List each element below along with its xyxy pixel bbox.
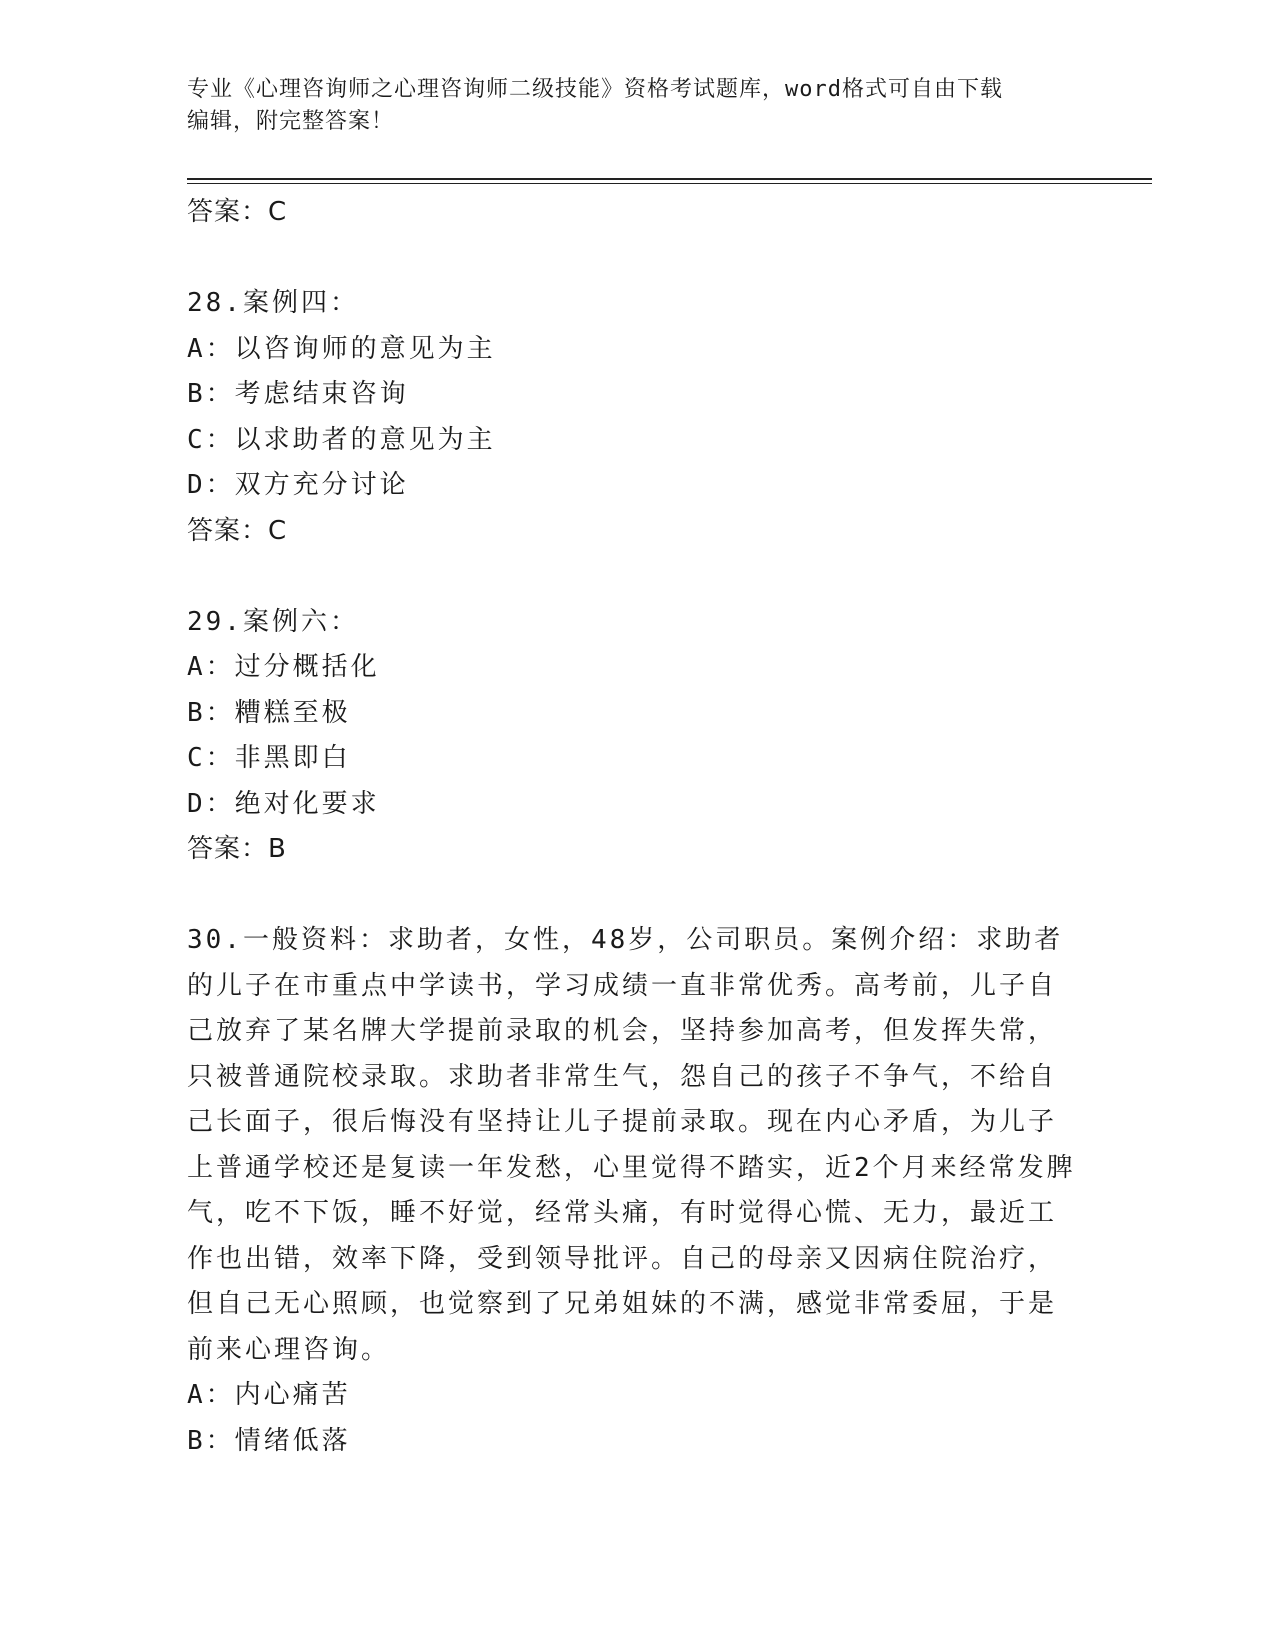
question-30: [187, 918, 1087, 1464]
question-stem: 29.案例六：: [187, 606, 359, 637]
option-d: D：双方充分讨论: [187, 470, 409, 500]
document-header: [187, 74, 1067, 138]
answer: 答案：B: [187, 834, 287, 864]
header-line-1: 专业《心理咨询师之心理咨询师二级技能》资格考试题库，word格式可自由下载: [187, 77, 1003, 102]
option-c: C：非黑即白: [187, 743, 351, 773]
header-divider-thin: [187, 183, 1152, 184]
question-stem: 28.案例四：: [187, 288, 359, 318]
header-line-2: 编辑，附完整答案！: [187, 109, 395, 134]
answer: 答案：C: [187, 515, 288, 546]
option-c: C：以求助者的意见为主: [187, 424, 496, 455]
option-b: B：考虑结束咨询: [187, 379, 409, 409]
question-stem: 30.一般资料：求助者，女性，48岁，公司职员。案例介绍：求助者的儿子在市重点中学读书，学习成绩一直非常优秀。高考前，儿子自己放弃了某名牌大学提前录取的机会，坚持参加高考，但发挥失常，只被普通院校录取。求助者非常生气，怨自己的孩子不争气，不给自己长面子，很后悔没有坚持让儿子提前录取。现在内心矛盾，为儿子上普通学校还是复读一年发愁，心里觉得不踏实，近2个月来经常发脾气，吃不下饭，睡不好觉，经常头痛，有时觉得心慌、无力，最近工作也出错，效率下降，受到领导批评。自己的母亲又因病住院治疗，但自己无心照顾，也觉察到了兄弟姐妹的不满，感觉非常委屈，于是前来心理咨询。: [187, 925, 1076, 1365]
option-d: D：绝对化要求: [187, 788, 380, 819]
spacer: [187, 554, 1087, 600]
header-divider: [187, 178, 1152, 180]
answer-previous: 答案：C: [187, 197, 288, 227]
spacer: [187, 236, 1087, 282]
document-body: [187, 190, 1087, 1464]
option-a: A：内心痛苦: [187, 1380, 351, 1410]
question-28: [187, 281, 1087, 554]
spacer: [187, 873, 1087, 919]
option-a: A：以咨询师的意见为主: [187, 333, 496, 364]
option-b: B：情绪低落: [187, 1425, 351, 1456]
option-a: A：过分概括化: [187, 652, 380, 682]
option-b: B：糟糕至极: [187, 697, 351, 728]
question-29: [187, 600, 1087, 873]
